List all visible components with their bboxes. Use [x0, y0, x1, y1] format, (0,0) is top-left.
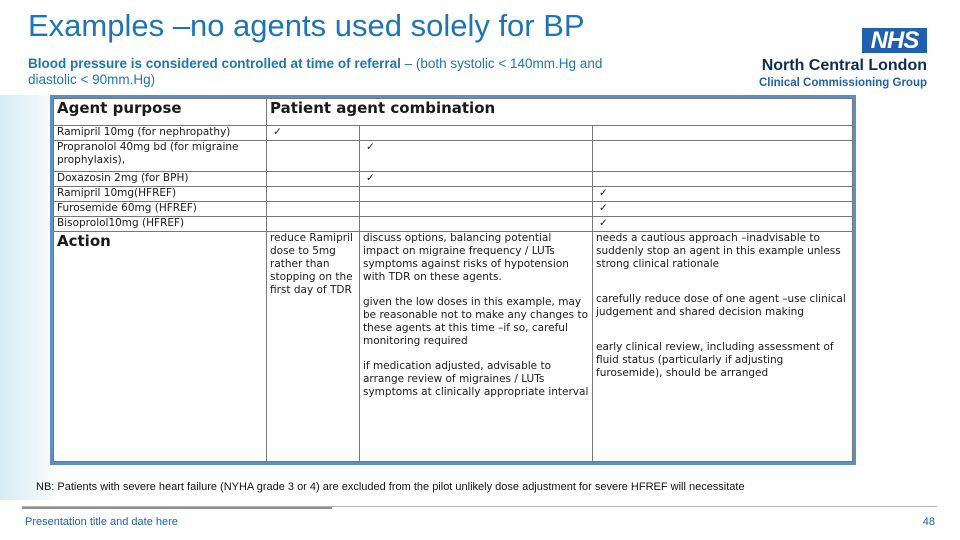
row-bisoprolol: Bisoprolol10mg (HFREF) [54, 217, 267, 232]
row-ramipril-nephropathy: Ramipril 10mg (for nephropathy) [54, 126, 267, 141]
empty-cell [593, 126, 853, 141]
row-furosemide: Furosemide 60mg (HFREF) [54, 202, 267, 217]
org-subtitle: Clinical Commissioning Group [758, 77, 927, 89]
check-mark-3: ✓ [360, 172, 593, 187]
action-col3-para: carefully reduce dose of one agent –use clinical judgement and shared decision making [596, 293, 846, 318]
empty-cell [267, 202, 360, 217]
check-mark-2: ✓ [360, 141, 593, 172]
empty-cell [593, 172, 853, 187]
row-propranolol: Propranolol 40mg bd (for migraine prophylaxis), [54, 141, 267, 172]
empty-cell [267, 172, 360, 187]
slide-title: Examples –no agents used solely for BP [28, 8, 585, 43]
action-col2 [360, 232, 593, 462]
subtitle-rest: – (both systolic < 140mm.Hg and diastolic < 90mm.Hg) [28, 56, 603, 87]
check-mark-4: ✓ [593, 187, 853, 202]
empty-cell [593, 141, 853, 172]
page-number: 48 [922, 516, 935, 528]
empty-cell [267, 141, 360, 172]
action-col3-para: needs a cautious approach –inadvisable to suddenly stop an agent in this example unless strong clinical rationale [596, 232, 841, 270]
header-agent-purpose: Agent purpose [54, 99, 267, 126]
row-doxazosin: Doxazosin 2mg (for BPH) [54, 172, 267, 187]
empty-cell [360, 126, 593, 141]
action-label: Action [54, 232, 267, 462]
action-col2-para: if medication adjusted, advisable to arrange review of migraines / LUTs symptoms at clinically appropriate interval [363, 360, 589, 398]
nhs-logo: NHS [862, 28, 927, 53]
action-col1-text: reduce Ramipril dose to 5mg rather than stopping on the first day of TDR [267, 232, 360, 462]
row-ramipril-hfref: Ramipril 10mg(HFREF) [54, 187, 267, 202]
action-col3-para: early clinical review, including assessment of fluid status (particularly if adjusting furosemide), should be arranged [596, 341, 834, 379]
empty-cell [267, 187, 360, 202]
action-col3 [593, 232, 853, 462]
subtitle-bold: Blood pressure is considered controlled at time of referral [28, 56, 401, 71]
action-col2-para: given the low doses in this example, may be reasonable not to make any changes to these agents at this time –if so, careful monitoring required [363, 296, 589, 347]
check-mark-6: ✓ [593, 217, 853, 232]
header-patient-combination: Patient agent combination [267, 99, 853, 126]
action-col2-para: discuss options, balancing potential impact on migraine frequency / LUTs symptoms against risks of hypotension with TDR on these agents. [363, 232, 569, 283]
footnote: NB: Patients with severe heart failure (NYHA grade 3 or 4) are excluded from the pilot unlikely dose adjustment for severe HFREF will necessitate [36, 481, 745, 493]
empty-cell [360, 202, 593, 217]
slide-subtitle [28, 56, 628, 88]
empty-cell [360, 217, 593, 232]
check-mark-1: ✓ [267, 126, 360, 141]
footer-divider-accent [22, 507, 332, 509]
empty-cell [267, 217, 360, 232]
org-name: North Central London [761, 57, 927, 74]
footer-presentation-title: Presentation title and date here [25, 516, 178, 528]
check-mark-5: ✓ [593, 202, 853, 217]
agent-table [50, 95, 856, 465]
empty-cell [360, 187, 593, 202]
